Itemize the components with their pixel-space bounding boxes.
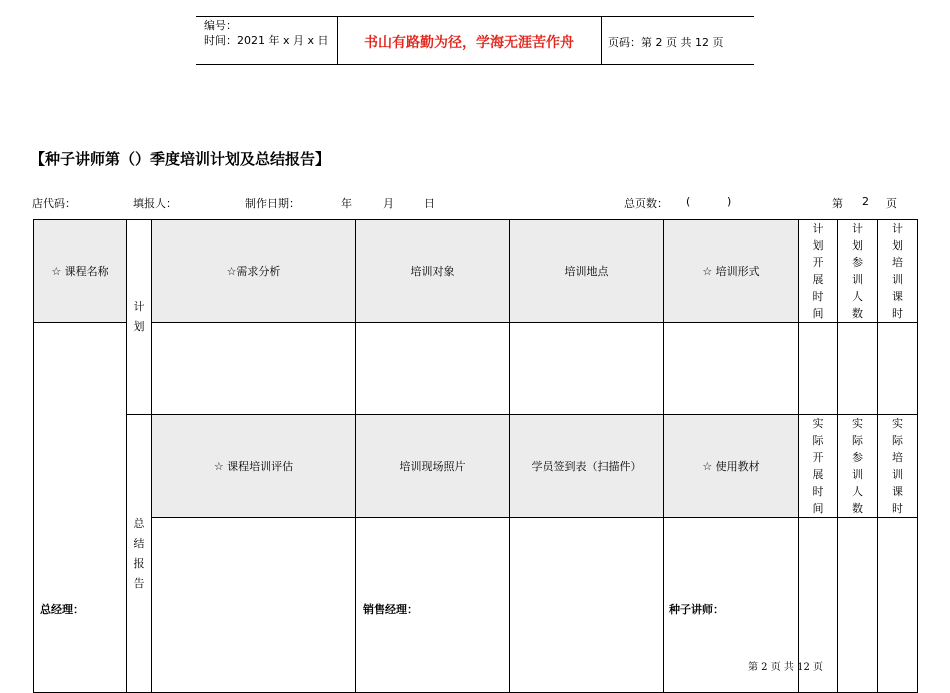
actual-attendees-cell[interactable] (838, 518, 878, 693)
date-label: 制作日期： (245, 197, 300, 210)
plan-hours-cell[interactable] (878, 323, 918, 415)
header-divider (601, 16, 602, 64)
sales-manager-signature: 销售经理： (363, 603, 418, 616)
training-format-header: ☆ 培训形式 (664, 220, 799, 323)
training-plan-table (33, 219, 918, 693)
sign-in-sheet-cell[interactable] (510, 518, 664, 693)
page-suffix: 页 (886, 197, 897, 210)
paren-open: ( (686, 195, 691, 208)
month-label: 月 (383, 197, 394, 210)
teaching-material-header: ☆ 使用教材 (664, 415, 799, 518)
document-header (196, 16, 754, 65)
sign-in-sheet-header: 学员签到表（扫描件） (510, 415, 664, 518)
paren-close: ) (727, 195, 732, 208)
time-text: 时间：2021 年 x 月 x 日 (204, 34, 329, 47)
page-footer: 第 2 页 共 12 页 (748, 662, 823, 673)
store-code-label: 店代码： (32, 197, 76, 210)
plan-hours-header: 计划培训课时 (878, 220, 918, 323)
total-pages-label: 总页数： (624, 197, 668, 210)
actual-attendees-header: 实际参训人数 (838, 415, 878, 518)
course-name-header: ☆ 课程名称 (34, 220, 127, 323)
actual-hours-header: 实际培训课时 (878, 415, 918, 518)
header-meta (204, 18, 329, 48)
number-label: 编号： (204, 19, 237, 32)
course-evaluation-header: ☆ 课程培训评估 (152, 415, 356, 518)
course-name-cell[interactable] (34, 323, 127, 693)
seed-trainer-signature: 种子讲师： (669, 603, 724, 616)
needs-analysis-cell[interactable] (152, 323, 356, 415)
actual-time-header: 实际开展时间 (799, 415, 838, 518)
header-page-number: 页码：第 2 页 共 12 页 (608, 36, 724, 49)
plan-attendees-cell[interactable] (838, 323, 878, 415)
summary-section-label: 总结报告 (127, 415, 152, 693)
needs-analysis-header: ☆需求分析 (152, 220, 356, 323)
training-target-header: 培训对象 (356, 220, 510, 323)
training-format-cell[interactable] (664, 323, 799, 415)
course-evaluation-cell[interactable] (152, 518, 356, 693)
day-label: 日 (424, 197, 435, 210)
page-prefix: 第 (832, 197, 843, 210)
header-top-rule (196, 16, 754, 17)
filler-label: 填报人： (133, 197, 177, 210)
plan-time-header: 计划开展时间 (799, 220, 838, 323)
site-photos-header: 培训现场照片 (356, 415, 510, 518)
plan-attendees-header: 计划参训人数 (838, 220, 878, 323)
page-number: 2 (862, 195, 869, 208)
actual-hours-cell[interactable] (878, 518, 918, 693)
training-target-cell[interactable] (356, 323, 510, 415)
training-location-header: 培训地点 (510, 220, 664, 323)
plan-section-label: 计划 (127, 220, 152, 415)
general-manager-signature: 总经理： (40, 603, 84, 616)
year-label: 年 (341, 197, 352, 210)
page-title: 【种子讲师第（）季度培训计划及总结报告】 (30, 150, 331, 168)
header-motto: 书山有路勤为径，学海无涯苦作舟 (364, 35, 574, 51)
training-location-cell[interactable] (510, 323, 664, 415)
plan-time-cell[interactable] (799, 323, 838, 415)
